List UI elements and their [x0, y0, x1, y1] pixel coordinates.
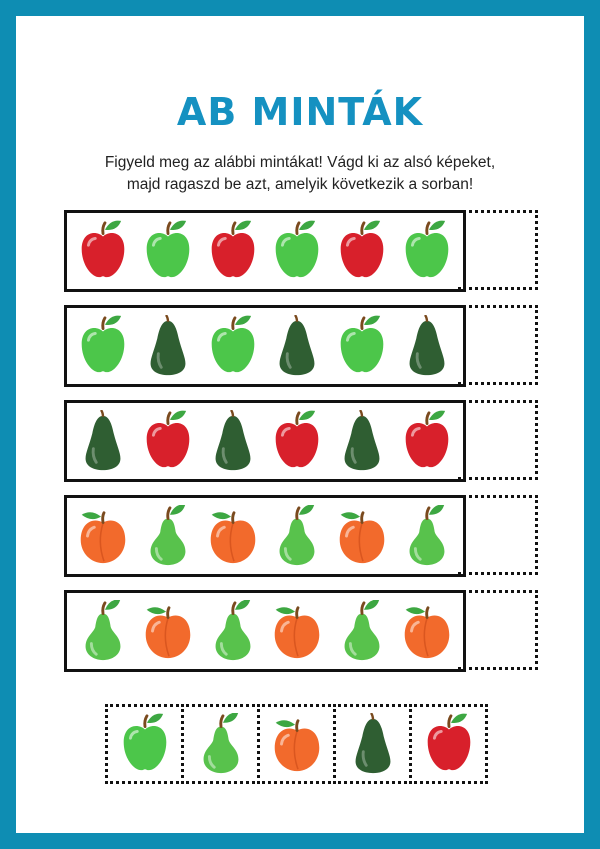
pattern-row-5 [64, 590, 539, 670]
peach-icon [401, 600, 453, 662]
instructions [16, 152, 584, 196]
instruction-line-1: Figyeld meg az alábbi mintákat! Vágd ki az alsó képeket, [104, 154, 496, 171]
avocado-icon [347, 713, 399, 775]
instruction-line-2: majd ragaszd be azt, amelyik következik a sorban! [126, 176, 474, 193]
red-apple-icon [142, 410, 194, 472]
pattern-row-3 [64, 400, 539, 480]
red-apple-icon [271, 410, 323, 472]
avocado-icon [401, 315, 453, 377]
peach-icon [271, 600, 323, 662]
pear-icon [401, 505, 453, 567]
pattern-row-2 [64, 305, 539, 385]
avocado-icon [77, 410, 129, 472]
avocado-icon [271, 315, 323, 377]
green-apple-icon [401, 220, 453, 282]
peach-icon [142, 600, 194, 662]
cutout-choices [105, 704, 485, 784]
pattern-strip [64, 590, 466, 672]
pattern-strip [64, 400, 466, 482]
avocado-icon [142, 315, 194, 377]
answer-slot[interactable] [458, 495, 538, 575]
peach-icon [336, 505, 388, 567]
green-apple-icon [271, 220, 323, 282]
pear-icon [336, 600, 388, 662]
red-apple-icon [401, 410, 453, 472]
cutout-card-pear[interactable] [181, 704, 260, 784]
pattern-strip [64, 495, 466, 577]
pear-icon [271, 505, 323, 567]
answer-slot[interactable] [458, 590, 538, 670]
peach-icon [207, 505, 259, 567]
red-apple-icon [77, 220, 129, 282]
peach-icon [77, 505, 129, 567]
peach-icon [271, 713, 323, 775]
pattern-strip [64, 305, 466, 387]
cutout-card-green-apple[interactable] [105, 704, 184, 784]
red-apple-icon [423, 713, 475, 775]
green-apple-icon [207, 315, 259, 377]
red-apple-icon [207, 220, 259, 282]
green-apple-icon [142, 220, 194, 282]
avocado-icon [336, 410, 388, 472]
cutout-card-peach[interactable] [257, 704, 336, 784]
pattern-row-4 [64, 495, 539, 575]
page-title: AB MINTÁK [176, 90, 424, 134]
pear-icon [142, 505, 194, 567]
answer-slot[interactable] [458, 210, 538, 290]
green-apple-icon [119, 713, 171, 775]
answer-slot[interactable] [458, 305, 538, 385]
answer-slot[interactable] [458, 400, 538, 480]
cutout-card-red-apple[interactable] [409, 704, 488, 784]
cutout-card-avocado[interactable] [333, 704, 412, 784]
avocado-icon [207, 410, 259, 472]
pear-icon [195, 713, 247, 775]
green-apple-icon [336, 315, 388, 377]
pear-icon [77, 600, 129, 662]
pear-icon [207, 600, 259, 662]
pattern-row-1 [64, 210, 539, 290]
red-apple-icon [336, 220, 388, 282]
pattern-strip [64, 210, 466, 292]
worksheet-page [16, 16, 584, 833]
green-apple-icon [77, 315, 129, 377]
